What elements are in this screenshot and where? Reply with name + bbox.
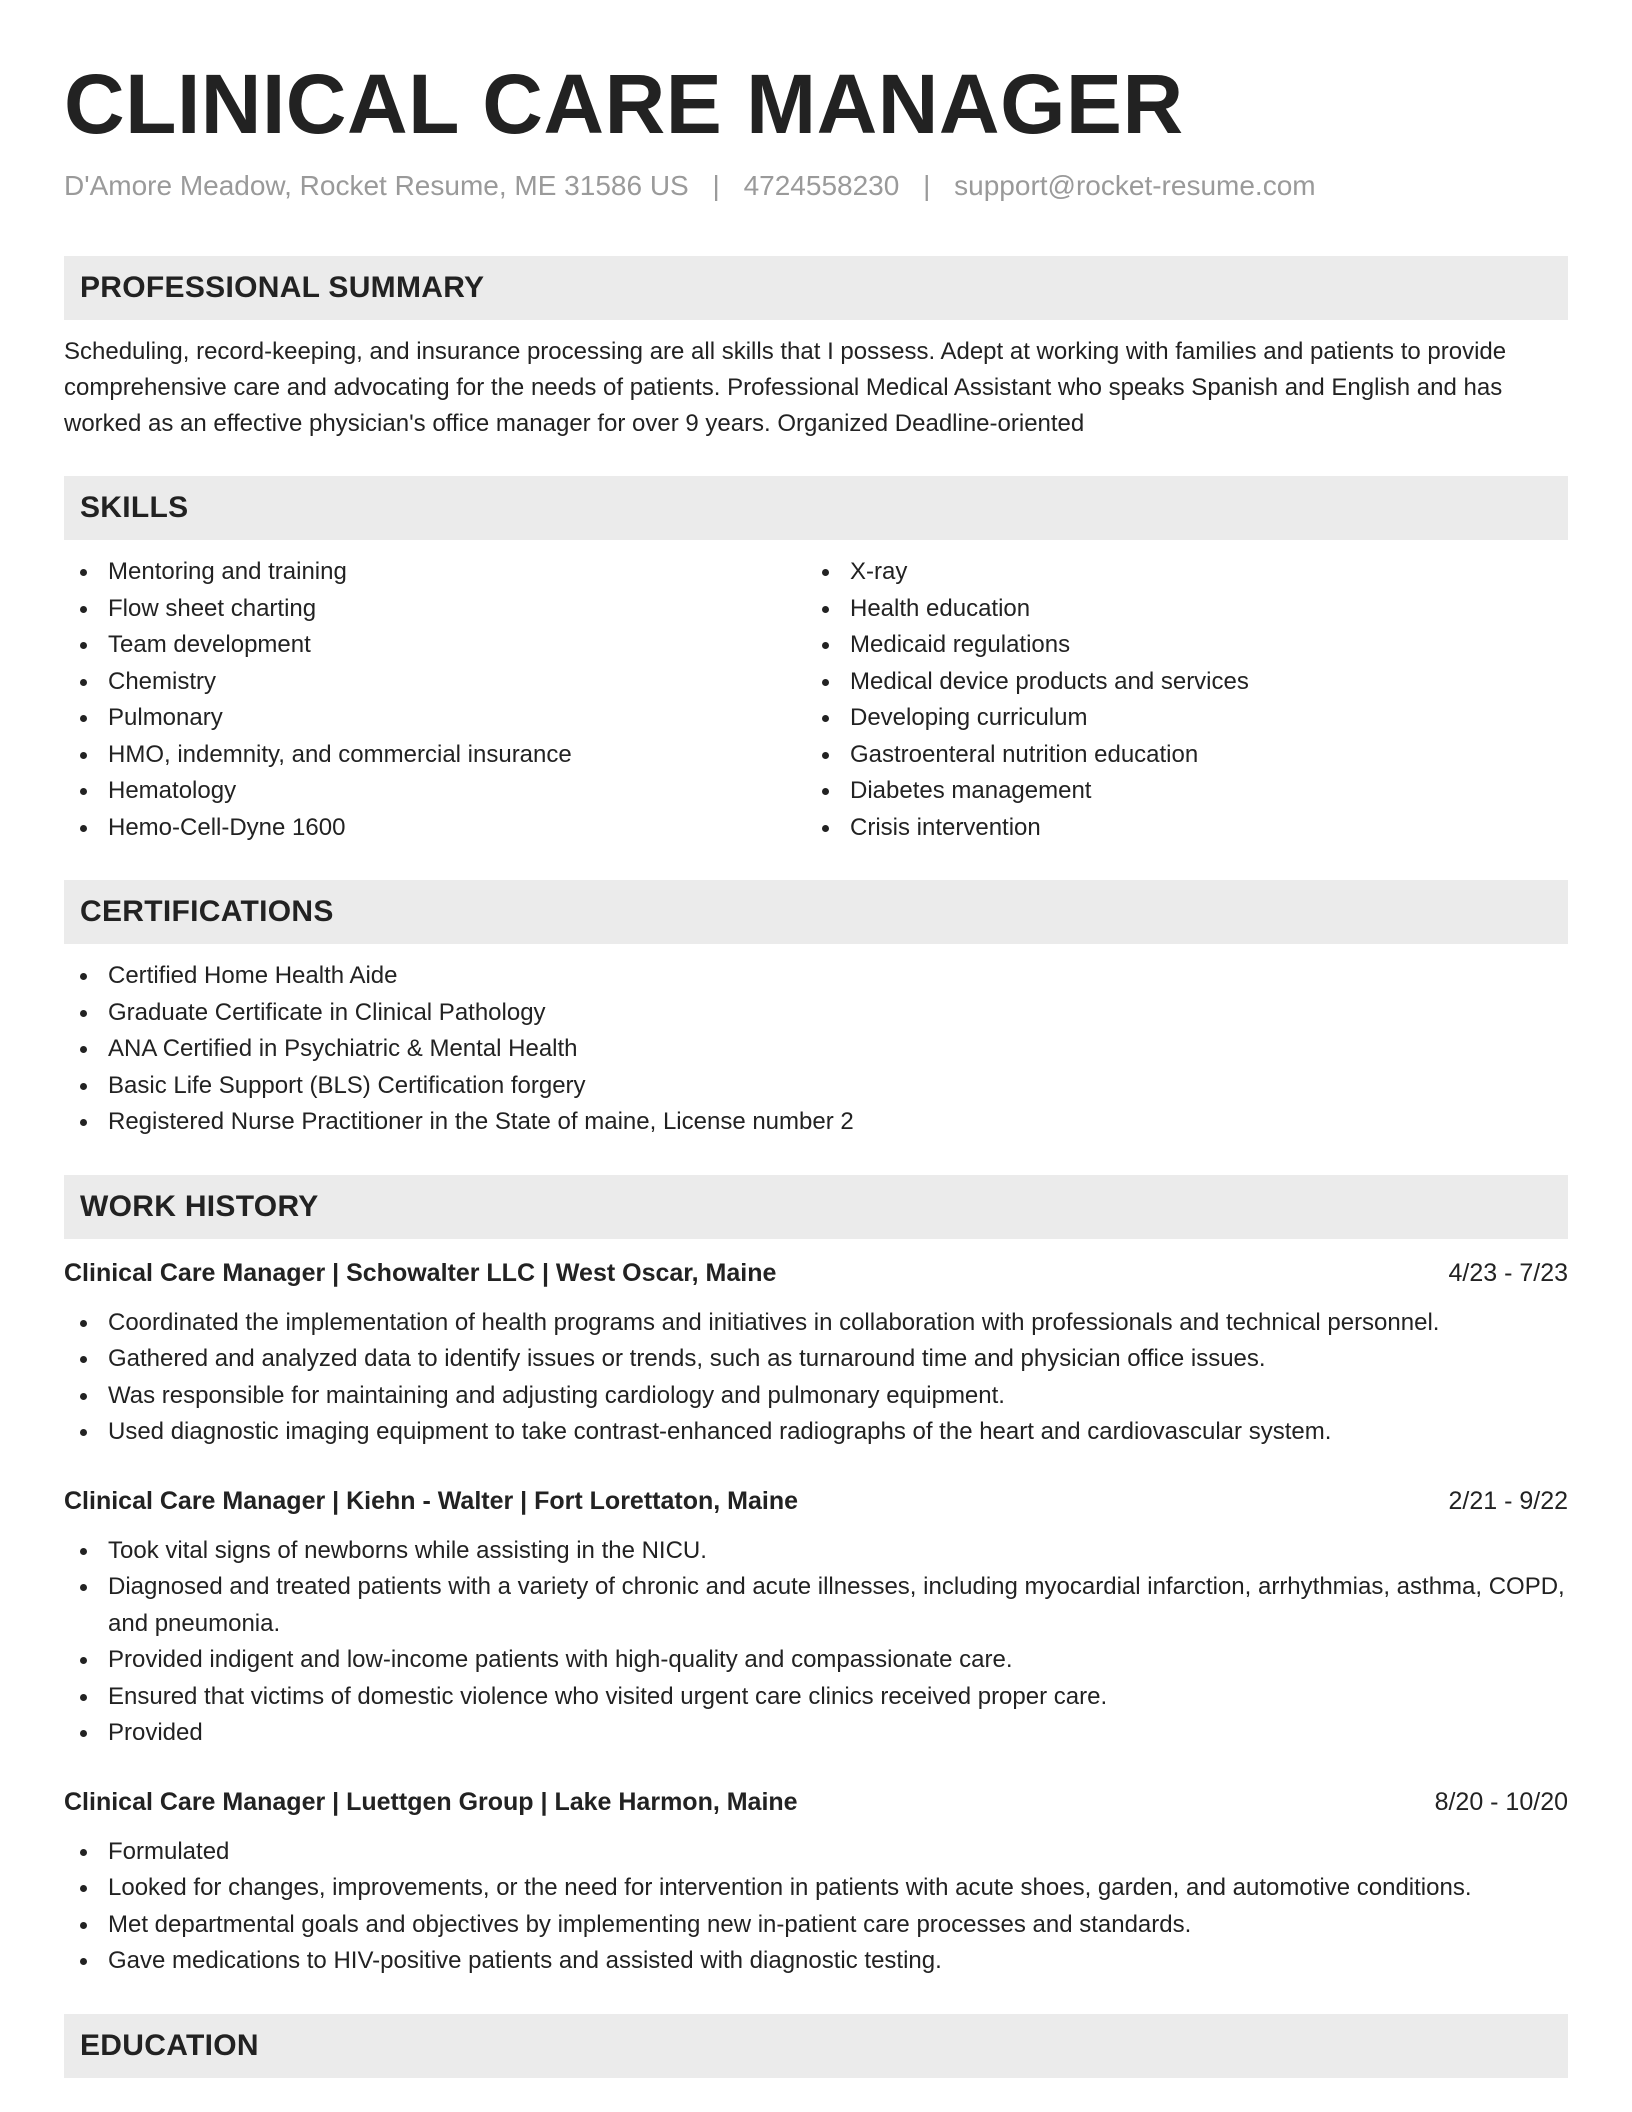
- job-bullet: Ensured that victims of domestic violence who visited urgent care clinics received proper care.: [64, 1679, 1568, 1716]
- job-title: Clinical Care Manager | Schowalter LLC | West Oscar, Maine: [64, 1258, 777, 1287]
- skill-item: Crisis intervention: [806, 810, 1548, 847]
- job-bullet: Diagnosed and treated patients with a variety of chronic and acute illnesses, including myocardial infarction, arrhythmias, asthma, COPD, and pneumonia.: [64, 1569, 1568, 1642]
- job-header: [64, 1782, 1568, 1822]
- contact-address: D'Amore Meadow, Rocket Resume, ME 31586 US: [64, 170, 689, 201]
- job-dates: 2/21 - 9/22: [1448, 1486, 1568, 1515]
- contact-separator: |: [923, 170, 931, 201]
- job-bullets: [64, 1305, 1568, 1451]
- certifications-list: [64, 958, 1568, 1141]
- skills-column-left: [64, 554, 806, 846]
- contact-separator: |: [712, 170, 720, 201]
- job-bullets: [64, 1533, 1568, 1752]
- section-heading-education: EDUCATION: [64, 2014, 1568, 2078]
- skill-item: Health education: [806, 591, 1548, 628]
- job-title: Clinical Care Manager | Kiehn - Walter | Fort Lorettaton, Maine: [64, 1486, 798, 1515]
- job-bullet: Gathered and analyzed data to identify issues or trends, such as turnaround time and physician office issues.: [64, 1341, 1568, 1378]
- section-heading-skills: SKILLS: [64, 476, 1568, 540]
- skill-item: Medicaid regulations: [806, 627, 1548, 664]
- skill-item: Chemistry: [64, 664, 806, 701]
- skill-item: Hematology: [64, 773, 806, 810]
- job-bullet: Met departmental goals and objectives by implementing new in-patient care processes and standards.: [64, 1907, 1568, 1944]
- contact-phone: 4724558230: [743, 170, 900, 201]
- job-title: Clinical Care Manager | Luettgen Group | Lake Harmon, Maine: [64, 1787, 798, 1816]
- section-heading-certifications: CERTIFICATIONS: [64, 880, 1568, 944]
- job-bullet: Used diagnostic imaging equipment to take contrast-enhanced radiographs of the heart and cardiovascular system.: [64, 1414, 1568, 1451]
- contact-line: [64, 166, 1568, 206]
- job-entry: [64, 1481, 1568, 1752]
- certification-item: Certified Home Health Aide: [64, 958, 1568, 995]
- section-heading-work-history: WORK HISTORY: [64, 1175, 1568, 1239]
- job-dates: 8/20 - 10/20: [1434, 1787, 1568, 1816]
- contact-email: support@rocket-resume.com: [954, 170, 1316, 201]
- job-bullet: Provided: [64, 1715, 1568, 1752]
- section-heading-summary: PROFESSIONAL SUMMARY: [64, 256, 1568, 320]
- skills-grid: [64, 554, 1568, 846]
- job-header: [64, 1253, 1568, 1293]
- skill-item: Medical device products and services: [806, 664, 1548, 701]
- skill-item: Diabetes management: [806, 773, 1548, 810]
- job-bullet: Provided indigent and low-income patients with high-quality and compassionate care.: [64, 1642, 1568, 1679]
- certification-item: ANA Certified in Psychiatric & Mental Health: [64, 1031, 1568, 1068]
- skill-item: Gastroenteral nutrition education: [806, 737, 1548, 774]
- job-bullets: [64, 1834, 1568, 1980]
- job-bullet: Was responsible for maintaining and adjusting cardiology and pulmonary equipment.: [64, 1378, 1568, 1415]
- skill-item: Mentoring and training: [64, 554, 806, 591]
- job-bullet: Took vital signs of newborns while assisting in the NICU.: [64, 1533, 1568, 1570]
- summary-text: Scheduling, record-keeping, and insurance processing are all skills that I possess. Adept at working with families and patients to provide comprehensive care and advocating for the needs of patients. Professional Medical Assistant who speaks Spanish and English and has worked as an effective physician's office manager for over 9 years. Organized Deadline-oriented: [64, 338, 1507, 437]
- resume-title: CLINICAL CARE MANAGER: [64, 57, 1184, 151]
- job-bullet: Formulated: [64, 1834, 1568, 1871]
- job-bullet: Looked for changes, improvements, or the need for intervention in patients with acute shoes, garden, and automotive conditions.: [64, 1870, 1568, 1907]
- job-entry: [64, 1253, 1568, 1451]
- resume-content: [64, 48, 1568, 2078]
- skill-item: X-ray: [806, 554, 1548, 591]
- skill-item: Team development: [64, 627, 806, 664]
- skills-column-right: [806, 554, 1548, 846]
- certification-item: Graduate Certificate in Clinical Pathology: [64, 995, 1568, 1032]
- certification-item: Registered Nurse Practitioner in the State of maine, License number 2: [64, 1104, 1568, 1141]
- skill-item: Flow sheet charting: [64, 591, 806, 628]
- certification-item: Basic Life Support (BLS) Certification forgery: [64, 1068, 1568, 1105]
- skill-item: Pulmonary: [64, 700, 806, 737]
- skill-item: HMO, indemnity, and commercial insurance: [64, 737, 806, 774]
- job-header: [64, 1481, 1568, 1521]
- job-bullet: Gave medications to HIV-positive patients and assisted with diagnostic testing.: [64, 1943, 1568, 1980]
- job-entry: [64, 1782, 1568, 1980]
- job-dates: 4/23 - 7/23: [1448, 1258, 1568, 1287]
- skill-item: Developing curriculum: [806, 700, 1548, 737]
- job-bullet: Coordinated the implementation of health programs and initiatives in collaboration with professionals and technical personnel.: [64, 1305, 1568, 1342]
- skill-item: Hemo-Cell-Dyne 1600: [64, 810, 806, 847]
